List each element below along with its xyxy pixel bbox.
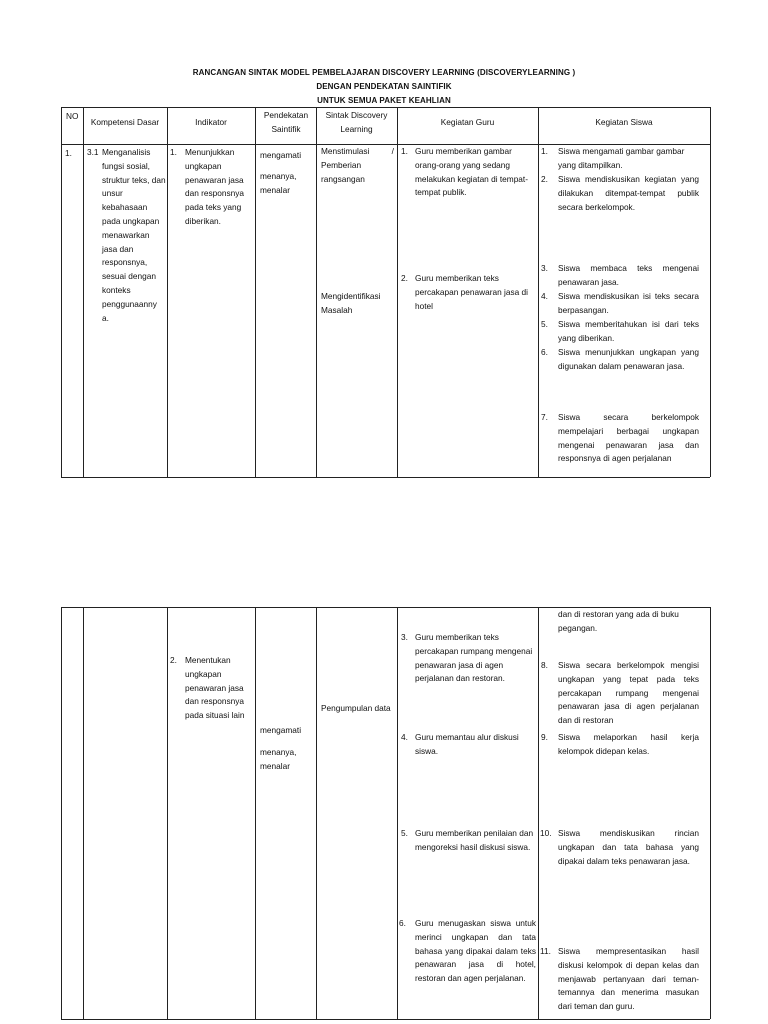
document-title-line-3: UNTUK SEMUA PAKET KEAHLIAN	[317, 96, 451, 105]
table-border	[61, 107, 62, 477]
siswa-activity: Siswa secara berkelompok mempelajari berbagai ungkapan mengenai penawaran jasa dan responsnya di agen perjalanan	[558, 412, 699, 464]
table-border	[316, 607, 317, 1019]
siswa-activity-number: 10.	[540, 828, 552, 838]
table-border	[83, 607, 84, 1019]
siswa-activity: Siswa menunjukkan ungkapan yang digunakan dalam penawaran jasa.	[558, 347, 699, 371]
table-border	[61, 107, 710, 108]
document-title-line-1: RANCANGAN SINTAK MODEL PEMBELAJARAN DISCOVERY LEARNING (DISCOVERYLEARNING )	[192, 68, 576, 77]
guru-activity-number: 3.	[401, 632, 408, 642]
row-number: 1.	[65, 148, 72, 158]
siswa-activity: Siswa mengamati gambar gambar yang ditampilkan.	[558, 146, 685, 170]
sintak-pengumpulan-data: Pengumpulan data	[321, 703, 391, 713]
siswa-activity: Siswa mendiskusikan kegiatan yang dilakukan ditempat-tempat publik secara berkelompok.	[558, 174, 699, 212]
pendekatan-mengamati: mengamati	[260, 150, 302, 160]
header-pendekatan-saintifik: Pendekatan Saintifik	[263, 110, 309, 134]
siswa-activity: Siswa melaporkan hasil kerja kelompok didepan kelas.	[558, 732, 699, 756]
siswa-activity-number: 7.	[541, 412, 548, 422]
siswa-activity: Siswa memberitahukan isi dari teks yang diberikan.	[558, 319, 699, 343]
siswa-activity-number: 4.	[541, 291, 548, 301]
guru-activity-number: 5.	[401, 828, 408, 838]
pendekatan-menanya-menalar: menanya, menalar	[260, 747, 297, 771]
guru-activity: Guru memberikan gambar orang-orang yang sedang melakukan kegiatan di tempat-tempat publik.	[415, 146, 528, 198]
guru-activity-number: 6.	[399, 918, 406, 928]
siswa-activity-number: 3.	[541, 263, 548, 273]
table-border	[167, 607, 168, 1019]
sintak-mengidentifikasi-masalah: Mengidentifikasi Masalah	[321, 291, 381, 315]
table-border	[61, 1019, 710, 1020]
guru-activity-number: 4.	[401, 732, 408, 742]
guru-activity: Guru memberikan teks percakapan penawaran jasa di hotel	[415, 273, 529, 311]
header-sintak-discovery-learning: Sintak Discovery Learning	[325, 110, 388, 134]
table-border	[397, 607, 398, 1019]
guru-activity-number: 2.	[401, 273, 408, 283]
header-no: NO	[66, 111, 79, 121]
indikator-text: Menunjukkan ungkapan penawaran jasa dan responsnya pada teks yang diberikan.	[185, 147, 245, 226]
table-border	[710, 107, 711, 477]
header-kompetensi-dasar: Kompetensi Dasar	[90, 117, 160, 127]
kd-text: Menganalisis fungsi sosial, struktur teks, dan unsur kebahasaan pada ungkapan menawarkan jasa dan responsnya, sesuai dengan konteks penggunaanny a.	[102, 147, 166, 323]
siswa-activity-number: 1.	[541, 146, 548, 156]
pendekatan-mengamati: mengamati	[260, 725, 302, 735]
header-kegiatan-guru: Kegiatan Guru	[440, 117, 495, 127]
siswa-activity: Siswa mendiskusikan rincian ungkapan dan tata bahasa yang dipakai dalam teks penawaran jasa.	[558, 828, 699, 866]
guru-activity: Guru memberikan penilaian dan mengoreksi hasil diskusi siswa.	[415, 828, 534, 852]
siswa-activity-number: 8.	[541, 660, 548, 670]
table-border	[255, 107, 256, 477]
sintak-menstimulasi: Menstimulasi / Pemberian rangsangan	[321, 146, 394, 184]
siswa-activity: Siswa mempresentasikan hasil diskusi kelompok di depan kelas dan menjawab pertanyaan dari teman-temannya dan menerima masukan dari teman dan guru.	[558, 946, 699, 1012]
table-border	[83, 107, 84, 477]
table-border	[255, 607, 256, 1019]
siswa-activity: Siswa membaca teks mengenai penawaran jasa.	[558, 263, 699, 287]
indikator-text: Menentukan ungkapan penawaran jasa dan responsnya pada situasi lain	[185, 655, 245, 721]
indikator-number: 2.	[170, 655, 177, 665]
siswa-activity-continued: dan di restoran yang ada di buku pegangan.	[558, 609, 679, 633]
siswa-activity-number: 5.	[541, 319, 548, 329]
siswa-activity-number: 9.	[541, 732, 548, 742]
indikator-number: 1.	[170, 147, 177, 157]
header-indikator: Indikator	[195, 117, 227, 127]
pendekatan-menanya-menalar: menanya, menalar	[260, 171, 297, 195]
table-border	[61, 607, 62, 1019]
table-border	[538, 107, 539, 477]
siswa-activity-number: 2.	[541, 174, 548, 184]
table-border	[61, 477, 710, 478]
table-border	[316, 107, 317, 477]
guru-activity: Guru menugaskan siswa untuk merinci ungkapan dan tata bahasa yang dipakai dalam teks penawaran jasa di hotel, restoran dan agen perjalanan.	[415, 918, 536, 984]
guru-activity-number: 1.	[401, 146, 408, 156]
guru-activity: Guru memantau alur diskusi siswa.	[415, 732, 519, 756]
header-kegiatan-siswa: Kegiatan Siswa	[595, 117, 653, 127]
document-title-line-2: DENGAN PENDEKATAN SAINTIFIK	[316, 82, 452, 91]
table-border	[397, 107, 398, 477]
table-border	[167, 107, 168, 477]
siswa-activity: Siswa secara berkelompok mengisi ungkapan yang tepat pada teks percakapan rumpang mengenai penawaran jasa di agen perjalanan dan di restoran	[558, 660, 699, 726]
siswa-activity-number: 11.	[540, 946, 551, 956]
guru-activity: Guru memberikan teks percakapan rumpang mengenai penawaran jasa di agen perjalanan dan restoran.	[415, 632, 533, 684]
siswa-activity-number: 6.	[541, 347, 548, 357]
table-border	[710, 607, 711, 1019]
siswa-activity: Siswa mendiskusikan isi teks secara berpasangan.	[558, 291, 699, 315]
table-border	[538, 607, 539, 1019]
kd-number: 3.1	[87, 147, 99, 157]
